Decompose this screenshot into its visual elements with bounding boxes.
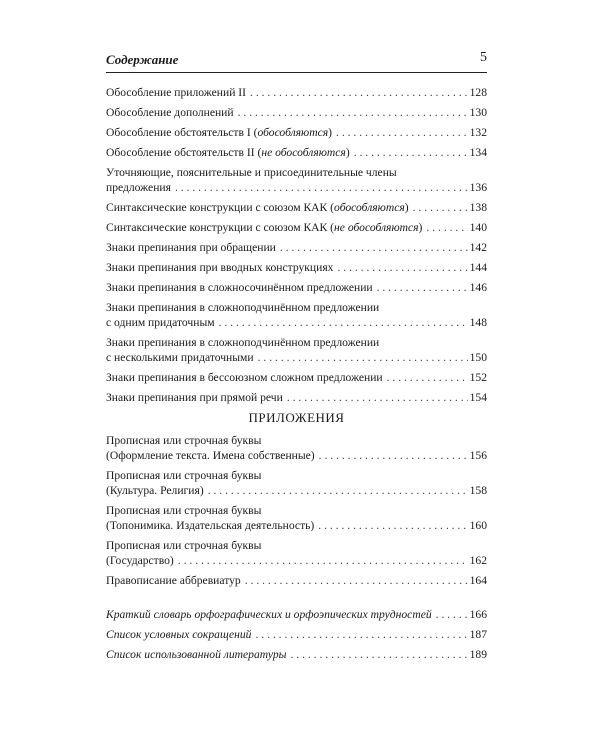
section-gap bbox=[106, 593, 487, 607]
appendix-heading: ПРИЛОЖЕНИЯ bbox=[248, 410, 345, 425]
toc-page-number: 142 bbox=[469, 241, 487, 254]
toc-entry-text: Знаки препинания в бессоюзном сложном предложении bbox=[106, 371, 383, 384]
dot-leader bbox=[336, 125, 468, 140]
toc-entry-text: с одним придаточным bbox=[106, 316, 215, 329]
toc-entry bbox=[106, 647, 487, 662]
toc-page-number: 158 bbox=[469, 484, 487, 497]
toc-entry-text: Обособление приложений II bbox=[106, 86, 247, 99]
toc-entry-text-first-line: Уточняющие, пояснительные и присоединительные члены bbox=[106, 166, 397, 179]
toc-entry bbox=[106, 538, 487, 568]
toc-entry bbox=[106, 260, 487, 275]
toc-page-number: 164 bbox=[469, 574, 487, 587]
toc-entry bbox=[106, 200, 487, 215]
toc-entry bbox=[106, 468, 487, 498]
dot-leader bbox=[436, 607, 468, 622]
dot-leader bbox=[318, 518, 467, 533]
toc-entry-text: (Культура. Религия) bbox=[106, 484, 204, 497]
toc-entry bbox=[106, 145, 487, 160]
toc-entry-text-first-line: Прописная или строчная буквы bbox=[106, 504, 262, 517]
toc-entry bbox=[106, 573, 487, 588]
toc-page-number: 152 bbox=[469, 371, 487, 384]
dot-leader bbox=[255, 627, 467, 642]
toc-entry bbox=[106, 105, 487, 120]
toc-page-number: 189 bbox=[469, 648, 487, 661]
dot-leader bbox=[290, 647, 467, 662]
dot-leader bbox=[178, 553, 468, 568]
toc-entry bbox=[106, 165, 487, 195]
toc-page-number: 154 bbox=[469, 391, 487, 404]
toc-entry-text: Обособление обстоятельств I (обособляются) bbox=[106, 126, 333, 139]
toc-entry bbox=[106, 300, 487, 330]
toc-entry-italic-note: обособляются bbox=[334, 201, 405, 214]
dot-leader bbox=[413, 200, 468, 215]
toc-page-number: 140 bbox=[469, 221, 487, 234]
toc-entry bbox=[106, 370, 487, 385]
toc-page-number: 144 bbox=[469, 261, 487, 274]
toc-entry-text: Список использованной литературы bbox=[106, 648, 287, 661]
toc-entry-text: Синтаксические конструкции с союзом КАК (обособляются) bbox=[106, 201, 409, 214]
header-divider bbox=[106, 72, 487, 73]
toc-page-number: 156 bbox=[469, 449, 487, 462]
toc-entry-text-first-line: Прописная или строчная буквы bbox=[106, 469, 262, 482]
toc-entry-text: Знаки препинания при прямой речи bbox=[106, 391, 283, 404]
toc-entry-italic-note: не обособляются bbox=[334, 221, 419, 234]
toc-entry bbox=[106, 503, 487, 533]
toc-entry-text: Обособление обстоятельств II (не обособляются) bbox=[106, 146, 350, 159]
toc-entry-text-first-line: Прописная или строчная буквы bbox=[106, 539, 262, 552]
toc-entry-text: Знаки препинания при вводных конструкциях bbox=[106, 261, 334, 274]
toc-main-list bbox=[106, 85, 487, 405]
dot-leader bbox=[238, 105, 468, 120]
toc-entry bbox=[106, 433, 487, 463]
toc-page-number: 162 bbox=[469, 554, 487, 567]
toc-entry-text: Краткий словарь орфографических и орфоэпических трудностей bbox=[106, 608, 432, 621]
toc-entry bbox=[106, 390, 487, 405]
dot-leader bbox=[208, 483, 468, 498]
toc-page-number: 148 bbox=[469, 316, 487, 329]
toc-page-number: 132 bbox=[469, 126, 487, 139]
toc-entry-italic-note: не обособляются bbox=[261, 146, 346, 159]
toc-entry-text: Знаки препинания при обращении bbox=[106, 241, 276, 254]
dot-leader bbox=[250, 85, 468, 100]
dot-leader bbox=[280, 240, 468, 255]
toc-page-number: 146 bbox=[469, 281, 487, 294]
toc-entry-text: Список условных сокращений bbox=[106, 628, 252, 641]
toc-entry-text: с несколькими придаточными bbox=[106, 351, 254, 364]
dot-leader bbox=[337, 260, 467, 275]
page-number: 5 bbox=[480, 50, 487, 65]
toc-page-number: 134 bbox=[469, 146, 487, 159]
toc-entry-text: (Оформление текста. Имена собственные) bbox=[106, 449, 315, 462]
dot-leader bbox=[287, 390, 468, 405]
dot-leader bbox=[258, 350, 468, 365]
dot-leader bbox=[354, 145, 468, 160]
toc-entry-text: Синтаксические конструкции с союзом КАК (не обособляются) bbox=[106, 221, 423, 234]
toc-entry bbox=[106, 335, 487, 365]
toc-entry-text: Знаки препинания в сложносочинённом предложении bbox=[106, 281, 373, 294]
toc-entry-text: Обособление дополнений bbox=[106, 106, 234, 119]
dot-leader bbox=[426, 220, 467, 235]
dot-leader bbox=[377, 280, 468, 295]
toc-page-number: 138 bbox=[469, 201, 487, 214]
toc-entry bbox=[106, 240, 487, 255]
toc-entry bbox=[106, 125, 487, 140]
dot-leader bbox=[219, 315, 468, 330]
toc-page-number: 136 bbox=[469, 181, 487, 194]
toc-entry-text: Правописание аббревиатур bbox=[106, 574, 241, 587]
dot-leader bbox=[175, 180, 468, 195]
toc-entry bbox=[106, 627, 487, 642]
toc-entry-text-first-line: Знаки препинания в сложноподчинённом предложении bbox=[106, 336, 380, 349]
dot-leader bbox=[387, 370, 468, 385]
toc-page-number: 150 bbox=[469, 351, 487, 364]
toc-page-number: 130 bbox=[469, 106, 487, 119]
toc-page-number: 128 bbox=[469, 86, 487, 99]
dot-leader bbox=[319, 448, 468, 463]
toc-page-number: 187 bbox=[469, 628, 487, 641]
toc-page-number: 160 bbox=[469, 519, 487, 532]
table-of-contents bbox=[106, 85, 487, 667]
toc-entry bbox=[106, 607, 487, 622]
toc-entry bbox=[106, 85, 487, 100]
toc-entry bbox=[106, 220, 487, 235]
toc-entry-text: (Государство) bbox=[106, 554, 174, 567]
header-title: Содержание bbox=[106, 52, 179, 67]
toc-page-number: 166 bbox=[469, 608, 487, 621]
running-header bbox=[106, 50, 487, 70]
toc-appendix-list bbox=[106, 433, 487, 588]
dot-leader bbox=[245, 573, 468, 588]
toc-entry-italic-note: обособляются bbox=[257, 126, 329, 139]
toc-entry-text: (Топонимика. Издательская деятельность) bbox=[106, 519, 315, 532]
toc-entry-text-first-line: Прописная или строчная буквы bbox=[106, 434, 262, 447]
toc-entry bbox=[106, 280, 487, 295]
toc-entry-text: предложения bbox=[106, 181, 171, 194]
toc-final-list bbox=[106, 607, 487, 662]
toc-entry-text-first-line: Знаки препинания в сложноподчинённом предложении bbox=[106, 301, 380, 314]
